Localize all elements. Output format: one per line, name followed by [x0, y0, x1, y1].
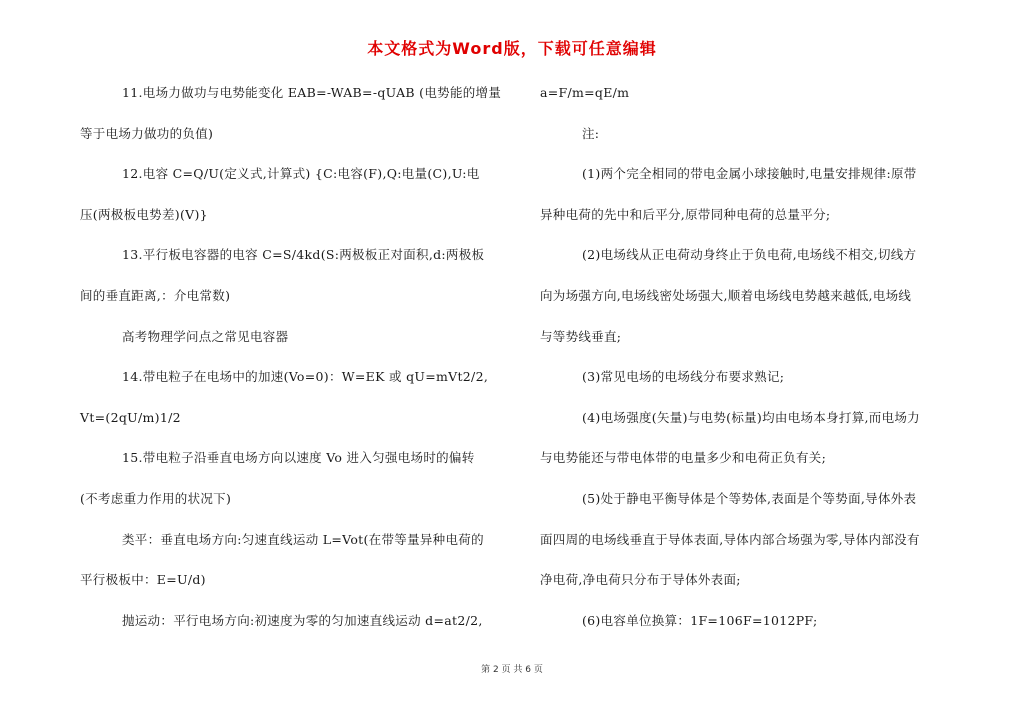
text-line: (不考虑重力作用的状况下): [80, 490, 232, 506]
text-line: 11.电场力做功与电势能变化 EAB=-WAB=-qUAB (电势能的增量: [122, 85, 502, 100]
text-line: (1)两个完全相同的带电金属小球接触时,电量安排规律:原带: [582, 166, 917, 182]
download-banner: 本文格式为Word版，下载可任意编辑: [367, 39, 657, 58]
page-number: 第 2 页 共 6 页: [481, 665, 543, 675]
text-line: a=F/m=qE/m: [540, 85, 630, 100]
text-line: 净电荷,净电荷只分布于导体外表面;: [540, 572, 741, 588]
text-line: 间的垂直距离,：介电常数): [80, 287, 231, 303]
text-line: (5)处于静电平衡导体是个等势体,表面是个等势面,导体外表: [582, 490, 917, 506]
text-line: (2)电场线从正电荷动身终止于负电荷,电场线不相交,切线方: [582, 247, 917, 263]
text-line: (4)电场强度(矢量)与电势(标量)均由电场本身打算,而电场力: [582, 409, 920, 425]
text-line: 类平：垂直电场方向:匀速直线运动 L=Vot(在带等量异种电荷的: [122, 531, 484, 547]
text-line: (3)常见电场的电场线分布要求熟记;: [582, 369, 785, 385]
text-line: 等于电场力做功的负值): [80, 125, 214, 141]
text-line: 注:: [582, 125, 600, 141]
text-line: 向为场强方向,电场线密处场强大,顺着电场线电势越来越低,电场线: [540, 287, 912, 303]
text-line: 压(两极板电势差)(V)}: [80, 206, 208, 222]
right-column: [540, 80, 960, 648]
text-line: 面四周的电场线垂直于导体表面,导体内部合场强为零,导体内部没有: [540, 531, 920, 547]
text-line: (6)电容单位换算：1F=106F=1012PF;: [582, 612, 818, 628]
text-line: 14.带电粒子在电场中的加速(Vo=0)：W=EK 或 qU=mVt2/2,: [122, 369, 489, 385]
text-line: 抛运动：平行电场方向:初速度为零的匀加速直线运动 d=at2/2,: [122, 612, 483, 628]
text-line: 与电势能还与带电体带的电量多少和电荷正负有关;: [540, 450, 827, 466]
text-line: 与等势线垂直;: [540, 328, 622, 344]
text-line: 12.电容 C=Q/U(定义式,计算式) {C:电容(F),Q:电量(C),U:电: [122, 166, 480, 182]
text-line: 15.带电粒子沿垂直电场方向以速度 Vo 进入匀强电场时的偏转: [122, 450, 475, 466]
text-line: Vt=(2qU/m)1/2: [80, 409, 181, 425]
text-line: 异种电荷的先中和后平分,原带同种电荷的总量平分;: [540, 206, 831, 222]
left-column: [80, 80, 510, 648]
text-line: 13.平行板电容器的电容 C=S/4kd(S:两极板正对面积,d:两极板: [122, 247, 485, 263]
section-heading: 高考物理学问点之常见电容器: [122, 328, 289, 344]
text-line: 平行极板中：E=U/d): [80, 572, 206, 588]
